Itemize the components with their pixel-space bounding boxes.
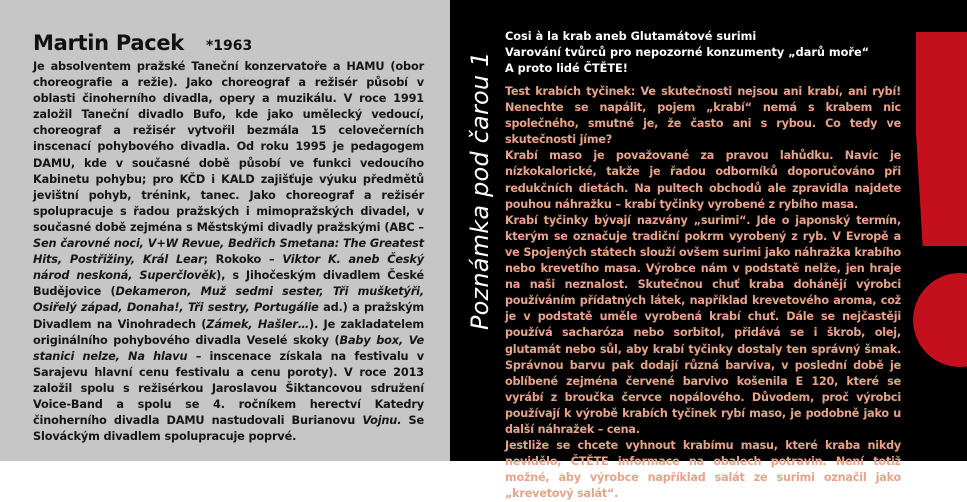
bio-text-segment: ), s Jihočeským divadlem České Budějovice ( — [33, 269, 424, 299]
headline: A proto lidé ČTĚTE! — [505, 62, 628, 75]
article-paragraph: Test krabích tyčinek: Ve skutečnosti nejsou ani krabí, ani rybí! Nenechte se napálit, pojem „krabí“ nemá s krabem nic společného, smutné je, že často ani s rybou. Co tedy ve skutečnosti jíme? — [505, 85, 901, 147]
article-paragraph: Krabí maso je považované za pravou lahůdku. Navíc je nízkokalorické, takže je řadou odborníků doporučováno při redukčních dietách. Na pultech obchodů ale zpravidla najdete pouhou náhražku – krabí tyčinky vyrobené z rybího masa. — [505, 149, 901, 211]
bio-text-segment: Je absolventem pražské Taneční konzervatoře a HAMU (obor choreografie a režie). Jako choreograf a režisér působí v oblasti činoherního divadla, opery a muzikálu. V roce 1991 založil Taneční divadlo Bufo, kde jako umělecký vedoucí, choreograf a režisér vytvořil bezmála 15 celovečerních inscenací pohybového divadla. Od roku 1995 je pedagogem DAMU, kde v současné době působí ve funkci vedoucího Kabinetu pohybu; pro KČD i KALD zajišťuje výuku předmětů jevištní pohyb, trénink, tanec. Jako choreograf a režisér spolupracuje s řadou pražských i mimopražských divadel, v současné době zejména s Městskými divadly pražskými (ABC — [33, 60, 424, 234]
bio-text-segment: – inscenace získala na festivalu v Sarajevu hlavní cenu festivalu a cenu poroty). V roce 2013 založil spolu s režisérkou Jaroslavou Šiktancovou sdružení Voice-Band a spolu se 4. ročníkem herectví Katedry činoherního divadla DAMU nastudovali Burianovu — [33, 349, 424, 428]
bio-text-segment: ad.) a pražským Divadlem na Vinohradech ( — [33, 301, 424, 331]
bio-panel — [0, 0, 450, 461]
bio-text-segment: ). Je zakladatelem originálního pohybového divadla Veselé skoky ( — [33, 317, 424, 347]
bio-text-segment: ; Rokoko – — [203, 253, 283, 267]
birth-year: *1963 — [205, 38, 253, 54]
headlines — [505, 29, 869, 77]
headline: Varování tvůrců pro nepozorné konzumenty „darů moře“ — [505, 46, 870, 59]
bio-title-segment: – Sen čarovné noci, V+W Revue, Bedřich Smetana: The Greatest Hits, Postřižiny, Král Lear — [33, 220, 424, 267]
exclamation-bar-icon — [916, 32, 967, 246]
headline: Cosi à la krab aneb Glutamátové surimi — [505, 30, 757, 43]
bio-title-segment: Viktor K. aneb Český národ neskoná, Superčlověk — [33, 253, 424, 283]
vertical-title: Poznámka pod čarou 1 — [466, 51, 494, 330]
bio-title-segment: Dekameron, Muž sedmi sester, Tři mušketýři, Osiřelý západ, Donaha!, Tři sestry, Portugálie — [33, 285, 424, 315]
bio-text — [33, 59, 424, 445]
person-name: Martin Pacek — [33, 31, 184, 55]
bio-header — [33, 31, 252, 55]
article-paragraph: Krabí tyčinky bývají nazvány „surimi“. Jde o japonský termín, kterým se označuje tradiční pokrm vyrobený z ryb. V Evropě a ve Spojených státech slouží ovšem surimi jako náhražka krabího nebo krevetího masa. Výrobce nám v podstatě nelže, jen hraje na naši neznalost. Skutečnou chuť kraba dohánějí výrobci používáním přídatných látek, například krevetového aroma, což je v podstatě uměle vyrobená krabí chuť. Dále se nejčastěji používá sacharóza nebo sorbitol, přidává se i škrob, olej, glutamát nebo sůl, aby krabí tyčinky dostaly ten správný šmak. Správnou barvu pak dodají různá barviva, v poslední době je oblíbené zejména červené barvivo košenila E 120, které se vyrábí z broučka červce nopálového. Důvodem, proč výrobci používají k výrobě krabích tyčinek rybí maso, je podobně jako u další náhražek – cena. — [505, 213, 901, 436]
bio-title-segment: Vojnu. — [362, 414, 402, 428]
bio-text-segment: Se Slováckým divadlem spolupracuje poprvé. — [33, 414, 425, 444]
article-paragraph: Jestliže se chcete vyhnout krabímu masu, které kraba nikdy nevidělo, ČTĚTE informace na obalech potravin. Není totiž možné, aby výrobce například salát ze surimi označil jako „krevetový salát“. — [505, 439, 901, 501]
bio-title-segment: Zámek, Hašler… — [206, 317, 309, 331]
bio-title-segment: Baby box, Ve stanici nelze, Na hlavu — [33, 333, 424, 363]
article-body — [505, 84, 901, 502]
